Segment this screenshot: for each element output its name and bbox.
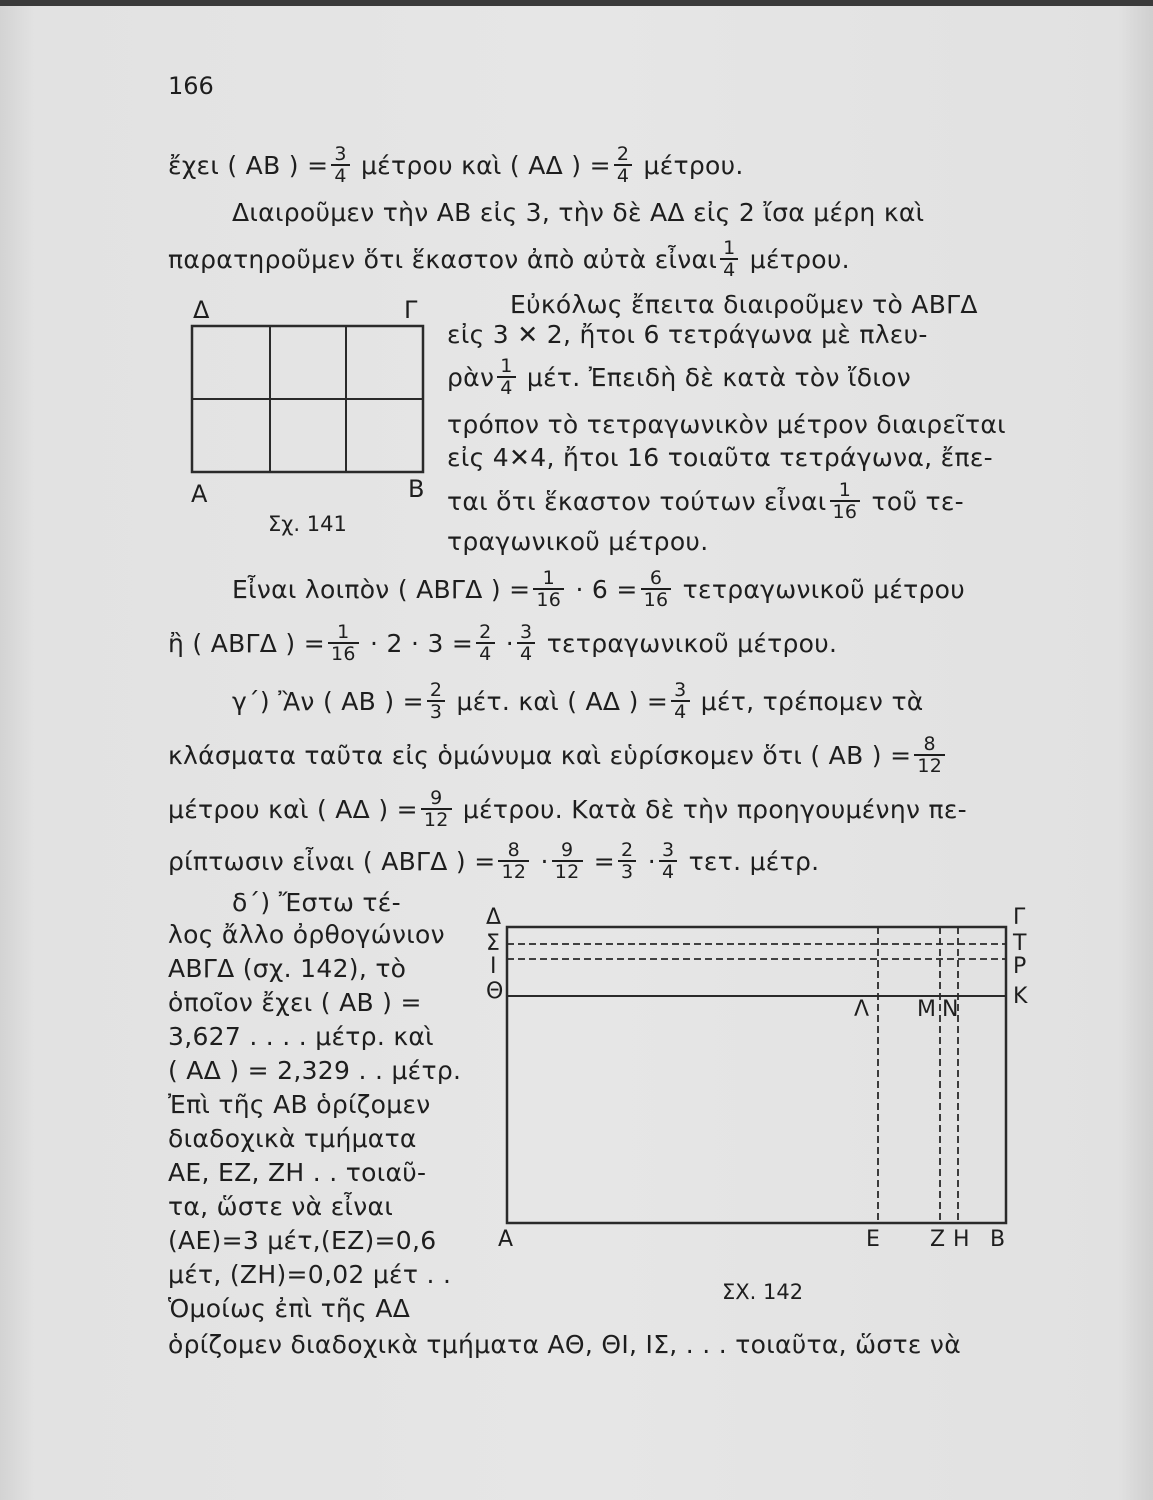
fraction: $\frac{1}{4}$ — [497, 356, 515, 398]
fig142-label-D: Δ — [486, 905, 502, 930]
fraction: $\frac{3}{4}$ — [659, 840, 677, 882]
fraction: $\frac{1}{16}$ — [830, 480, 861, 522]
fraction: $\frac{3}{4}$ — [517, 622, 535, 664]
fig142-label-A: A — [498, 1227, 514, 1252]
text-line: ἔχει ( AB ) = $\frac{3}{4}$ μέτρου καὶ ( AΔ ) = $\frac{2}{4}$ μέτρου. — [168, 143, 744, 187]
fig142-caption: ΣΧ. 142 — [722, 1280, 804, 1304]
fig142-label-E: E — [866, 1227, 880, 1252]
fig141-label-D: Δ — [193, 296, 210, 324]
fraction: $\frac{2}{4}$ — [614, 144, 632, 186]
fig141-caption: Σχ. 141 — [268, 512, 347, 536]
fig142-label-H: H — [953, 1227, 970, 1252]
text-line: ται ὅτι ἕκαστον τούτων εἶναι $\frac{1}{16}$ τοῦ τε- — [447, 479, 964, 523]
fraction: $\frac{2}{4}$ — [476, 622, 494, 664]
text-line: παρατηροῦμεν ὅτι ἕκαστον ἀπὸ αὐτὰ εἶναι $\frac{1}{4}$ μέτρου. — [168, 237, 850, 281]
fig141-label-G: Γ — [404, 296, 418, 324]
fig141-label-A: A — [191, 480, 208, 508]
fraction: $\frac{6}{16}$ — [641, 568, 672, 610]
text-line: ρὰν $\frac{1}{4}$ μέτ. Ἐπειδὴ δὲ κατὰ τὸν ἴδιον — [447, 355, 911, 399]
fig142-label-Z: Z — [930, 1227, 946, 1252]
fig142-label-B: B — [990, 1227, 1006, 1252]
fig142-label-N: N — [942, 997, 959, 1022]
fig142-label-M: M — [917, 997, 936, 1022]
text-line: μέτ, (ZH)=0,02 μέτ . . — [168, 1260, 452, 1289]
text-line: Διαιροῦμεν τὴν AB εἰς 3, τὴν δὲ AΔ εἰς 2 ἴσα μέρη καὶ — [232, 198, 925, 227]
text-line: Ἐπὶ τῆς AB ὁρίζομεν — [168, 1090, 431, 1119]
text-line: ( AΔ ) = 2,329 . . μέτρ. — [168, 1056, 462, 1085]
fraction: $\frac{3}{4}$ — [331, 144, 349, 186]
fig142-label-K: K — [1013, 984, 1028, 1009]
fig142-label-S: Σ — [486, 931, 500, 956]
page-number: 166 — [168, 72, 214, 100]
text-line: ABΓΔ (σχ. 142), τὸ — [168, 954, 407, 983]
fig142-label-I: I — [490, 954, 497, 979]
text-line: (AE)=3 μέτ,(EZ)=0,6 — [168, 1226, 437, 1255]
fig142-label-T: T — [1013, 931, 1027, 956]
fraction: $\frac{1}{16}$ — [533, 568, 564, 610]
fig141-label-B: B — [408, 475, 425, 503]
text-line: ἢ ( ABΓΔ ) = $\frac{1}{16}$ · 2 · 3 = $\frac{2}{4}$ · $\frac{3}{4}$ τετραγωνικοῦ μέτρου. — [168, 621, 838, 665]
fraction: $\frac{8}{12}$ — [498, 840, 529, 882]
text-line: Ὁμοίως ἐπὶ τῆς AΔ — [168, 1294, 411, 1323]
text-line: ὁποῖον ἔχει ( AB ) = — [168, 988, 422, 1017]
fraction: $\frac{8}{12}$ — [914, 734, 945, 776]
text-line: λος ἄλλο ὀρθογώνιον — [168, 920, 445, 949]
text-line: εἰς 3 ✕ 2, ἤτοι 6 τετράγωνα μὲ πλευ- — [447, 320, 928, 349]
fig142-outer-rect — [507, 927, 1006, 1223]
text-line: γ΄) Ἂν ( AB ) = $\frac{2}{3}$ μέτ. καὶ ( AΔ ) = $\frac{3}{4}$ μέτ, τρέπομεν τὰ — [232, 679, 924, 723]
fraction: $\frac{9}{12}$ — [421, 788, 452, 830]
text-line: ρίπτωσιν εἶναι ( ABΓΔ ) = $\frac{8}{12}$ · $\frac{9}{12}$ = $\frac{2}{3}$ · $\frac{3}{4}$ τετ. μέτρ. — [168, 839, 820, 883]
fraction: $\frac{9}{12}$ — [552, 840, 583, 882]
fig142-label-L: Λ — [854, 997, 870, 1022]
text-line: τραγωνικοῦ μέτρου. — [447, 527, 709, 556]
text-line: κλάσματα ταῦτα εἰς ὁμώνυμα καὶ εὑρίσκομεν ὅτι ( AB ) = $\frac{8}{12}$ — [168, 736, 948, 778]
fraction: $\frac{3}{4}$ — [671, 680, 689, 722]
text-line: εἰς 4✕4, ἤτοι 16 τοιαῦτα τετράγωνα, ἔπε- — [447, 443, 993, 472]
fig142-label-R: P — [1013, 954, 1027, 979]
fraction: $\frac{2}{3}$ — [618, 840, 636, 882]
text-line: 3,627 . . . . μέτρ. καὶ — [168, 1022, 434, 1051]
text-line: AE, EZ, ZH . . τοιαῦ- — [168, 1158, 427, 1187]
fig142-label-Th: Θ — [486, 979, 504, 1004]
text-line: διαδοχικὰ τμήματα — [168, 1124, 417, 1153]
text-line: Εὐκόλως ἔπειτα διαιροῦμεν τὸ ABΓΔ — [510, 290, 978, 319]
fig142-label-G: Γ — [1013, 905, 1026, 930]
text-line: τρόπον τὸ τετραγωνικὸν μέτρον διαιρεῖται — [447, 410, 1006, 439]
text-line: τα, ὥστε νὰ εἶναι — [168, 1192, 394, 1221]
text-line: δ΄) Ἔστω τέ- — [232, 888, 401, 917]
text-line: Εἶναι λοιπὸν ( ABΓΔ ) = $\frac{1}{16}$ · 6 = $\frac{6}{16}$ τετραγωνικοῦ μέτρου — [232, 567, 966, 611]
fraction: $\frac{2}{3}$ — [427, 680, 445, 722]
text-line: μέτρου καὶ ( AΔ ) = $\frac{9}{12}$ μέτρου. Κατὰ δὲ τὴν προηγουμένην πε- — [168, 787, 967, 831]
fraction: $\frac{1}{4}$ — [720, 238, 738, 280]
text-line: ὁρίζομεν διαδοχικὰ τμήματα AΘ, ΘI, IΣ, . . . τοιαῦτα, ὥστε νὰ — [168, 1330, 961, 1359]
fraction: $\frac{1}{16}$ — [328, 622, 359, 664]
